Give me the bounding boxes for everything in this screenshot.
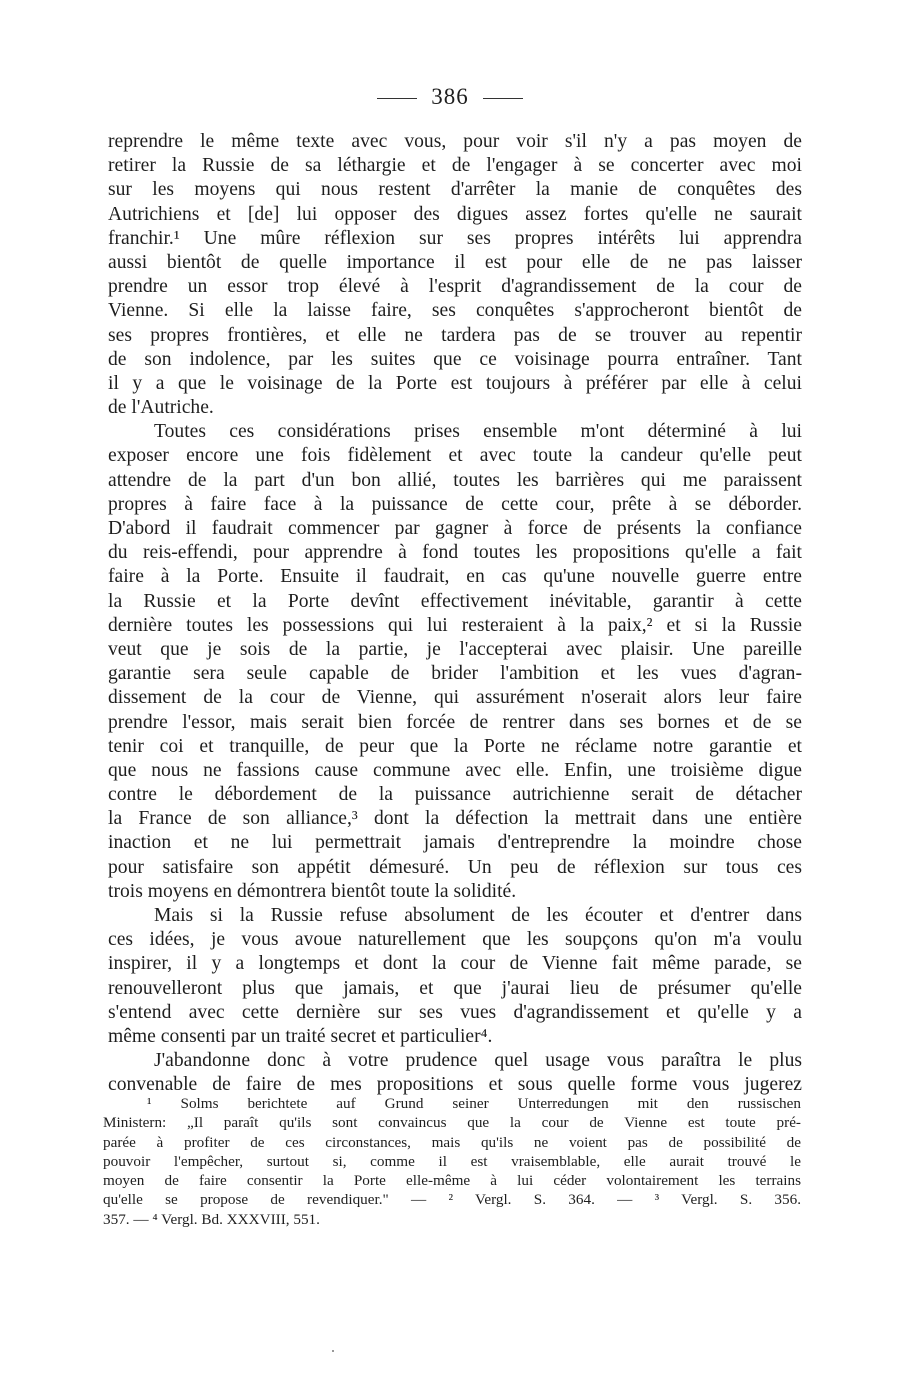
- text-line: renouvelleront plus que jamais, et que j'aurai lieu de présumer qu'elle: [108, 977, 802, 999]
- text-line: dernière toutes les possessions qui lui resteraient à la paix,² et si la Russie: [108, 614, 802, 636]
- page-number: 386: [431, 84, 469, 109]
- text-line: s'entend avec cette dernière sur ses vues d'agrandissement et qu'elle y a: [108, 1001, 802, 1023]
- text-line: Autrichiens et [de] lui opposer des digues assez fortes qu'elle ne saurait: [108, 203, 802, 225]
- text-line: sur les moyens qui nous restent d'arrêter la manie de conquêtes des: [108, 179, 802, 201]
- text-line: prendre un essor trop élevé à l'esprit d'agrandissement de la cour de: [108, 276, 802, 298]
- text-line: faire à la Porte. Ensuite il faudrait, en cas qu'une nouvelle guerre entre: [108, 566, 802, 588]
- text-line: Mais si la Russie refuse absolument de les écouter et d'entrer dans: [154, 905, 802, 926]
- footnote-line: parée à profiter de ces circonstances, mais qu'ils ne voient pas de possibilité de: [103, 1133, 801, 1151]
- text-line: trois moyens en démontrera bientôt toute la solidité.: [108, 880, 517, 902]
- text-line: aussi bientôt de quelle importance il est pour elle de ne pas laisser: [108, 251, 802, 273]
- text-line: de son indolence, par les suites que ce voisinage pourra entraîner. Tant: [108, 348, 802, 370]
- footnote-line: moyen de faire consentir la Porte elle-même à lui céder volontairement les terrains: [103, 1172, 801, 1190]
- text-line: D'abord il faudrait commencer par gagner à force de présents la confiance: [108, 518, 802, 539]
- text-line: Vienne. Si elle la laisse faire, ses conquêtes s'approcheront bientôt de: [108, 300, 802, 322]
- body-text: [108, 130, 802, 1098]
- footnote-line: pouvoir l'empêcher, surtout si, comme il est vraisemblable, elle aurait trouvé le: [103, 1152, 801, 1170]
- text-line: Toutes ces considérations prises ensemble m'ont déterminé à lui: [154, 421, 802, 443]
- text-line: ses propres frontières, et elle ne tardera pas de se trouver au repentir: [108, 324, 802, 346]
- text-line: la France de son alliance,³ dont la défection la mettrait dans une entière: [108, 808, 802, 830]
- text-line: la Russie et la Porte devînt effectivement inévitable, garantir à cette: [108, 590, 802, 612]
- footnote-line: 357. — ⁴ Vergl. Bd. XXXVIII, 551.: [103, 1210, 320, 1228]
- footnote-line: qu'elle se propose de revendiquer." — ² Vergl. S. 364. — ³ Vergl. S. 356.: [103, 1191, 801, 1209]
- footnote-line: Ministern: „Il paraît qu'ils sont convaincus que la cour de Vienne est toute pré-: [103, 1114, 801, 1132]
- text-line: garantie sera seule capable de brider l'ambition et les vues d'agran-: [108, 663, 802, 685]
- text-line: reprendre le même texte avec vous, pour voir s'il n'y a pas moyen de: [108, 131, 802, 152]
- text-line: inspirer, il y a longtemps et dont la cour de Vienne fait même parade, se: [108, 953, 802, 975]
- text-line: convenable de faire de mes propositions et sous quelle forme vous jugerez: [108, 1074, 802, 1096]
- text-line: prendre l'essor, mais serait bien forcée de rentrer dans ses bornes et de se: [108, 711, 802, 733]
- text-line: J'abandonne donc à votre prudence quel usage vous paraîtra le plus: [154, 1050, 802, 1072]
- header-rule-right: [483, 98, 523, 99]
- text-line: inaction et ne lui permettrait jamais d'entreprendre la moindre chose: [108, 832, 802, 854]
- text-line: pour satisfaire son appétit démesuré. Un peu de réflexion sur tous ces: [108, 856, 802, 878]
- text-line: que nous ne fassions cause commune avec elle. Enfin, une troisième digue: [108, 759, 802, 781]
- text-line: attendre de la part d'un bon allié, toutes les barrières qui me paraissent: [108, 469, 802, 491]
- text-line: tenir coi et tranquille, de peur que la Porte ne réclame notre garantie et: [108, 735, 802, 757]
- text-line: même consenti par un traité secret et particulier⁴.: [108, 1025, 493, 1047]
- page-speck: [332, 1350, 334, 1352]
- footnotes: [103, 1094, 801, 1229]
- text-line: retirer la Russie de sa léthargie et de l'engager à se concerter avec moi: [108, 155, 802, 177]
- text-line: ces idées, je vous avoue naturellement que les soupçons qu'on m'a voulu: [108, 929, 802, 951]
- text-line: du reis-effendi, pour apprendre à fond toutes les propositions qu'elle a fait: [108, 542, 802, 564]
- text-line: contre le débordement de la puissance autrichienne serait de détacher: [108, 784, 802, 806]
- text-line: exposer encore une fois fidèlement et avec toute la candeur qu'elle peut: [108, 445, 802, 467]
- page-header: [0, 84, 900, 110]
- text-line: de l'Autriche.: [108, 397, 214, 419]
- text-line: franchir.¹ Une mûre réflexion sur ses propres intérêts lui apprendra: [108, 227, 802, 249]
- footnote-line: ¹ Solms berichtete auf Grund seiner Unterredungen mit den russischen: [147, 1095, 801, 1112]
- text-line: il y a que le voisinage de la Porte est toujours à préférer par elle à celui: [108, 372, 802, 394]
- text-line: dissement de la cour de Vienne, qui assurément n'oserait alors leur faire: [108, 687, 802, 709]
- header-rule-left: [377, 98, 417, 99]
- text-line: veut que je sois de la partie, je l'accepterai avec plaisir. Une pareille: [108, 638, 802, 660]
- text-line: propres à faire face à la puissance de cette cour, prête à se déborder.: [108, 493, 802, 515]
